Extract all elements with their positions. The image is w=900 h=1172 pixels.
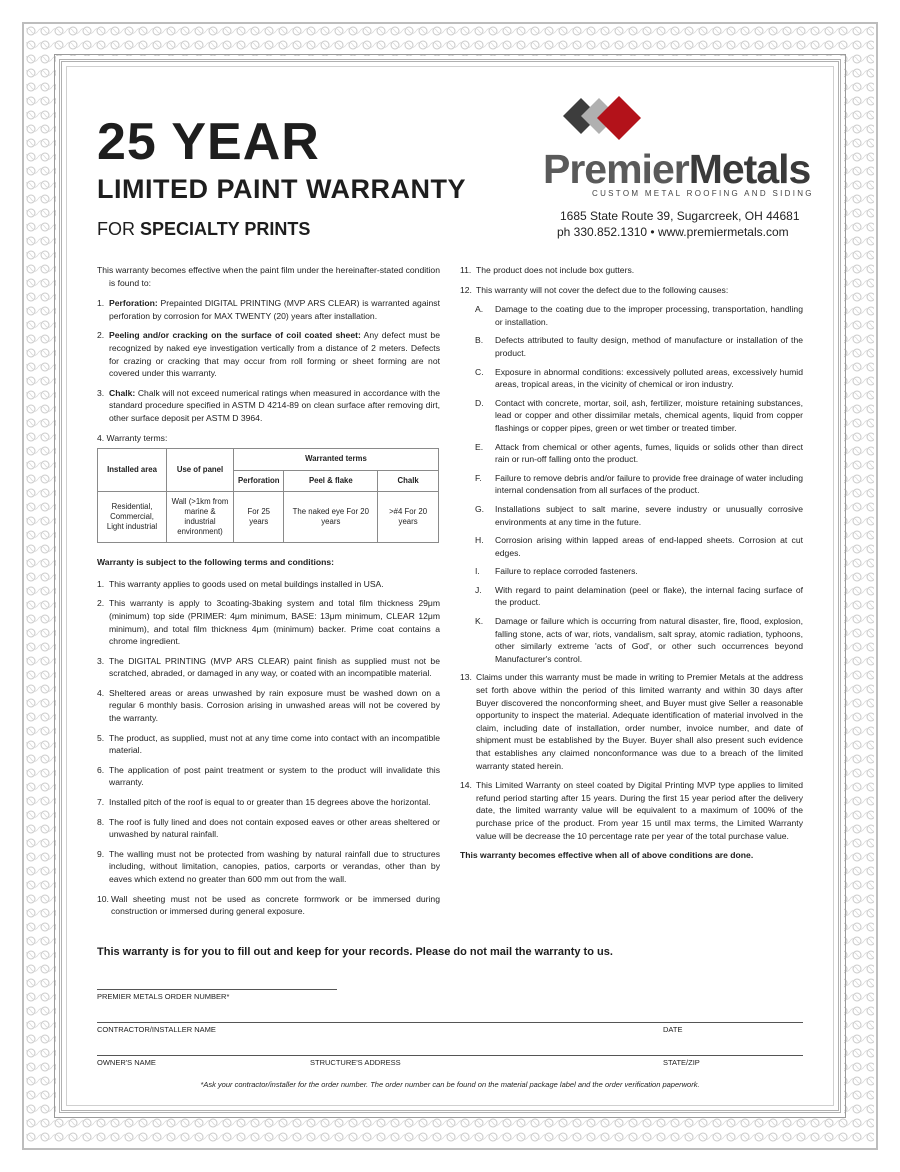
table-header: Use of panel <box>167 449 234 492</box>
table-cell: Wall (>1km from marine & industrial environment) <box>167 492 234 543</box>
term-item: 7. Installed pitch of the roof is equal to or greater than 15 degrees above the horizontal. <box>97 797 431 808</box>
terms-heading: Warranty is subject to the following terms and conditions: <box>97 557 334 568</box>
cause-item: C. Exposure in abnormal conditions: excessively polluted areas, excessively humid areas, tropical areas, in the vicinity of chemical or iron industry. <box>475 366 803 390</box>
closing-statement: This warranty becomes effective when all of above conditions are done. <box>460 850 754 861</box>
table-header: Chalk <box>378 470 439 492</box>
condition-item: 12. This warranty will not cover the defect due to the following causes: <box>460 284 729 295</box>
warranty-terms-table <box>97 448 439 543</box>
warranty-scope: FOR SPECIALTY PRINTS <box>97 219 311 239</box>
owner-line[interactable] <box>97 1055 803 1056</box>
term-item: 6. The application of post paint treatment or system to the product will invalidate this warranty. <box>97 764 440 788</box>
cause-item: J. With regard to paint delamination (peel or flake), the internal facing surface of the product. <box>475 584 803 608</box>
cause-item: D. Contact with concrete, mortar, soil, ash, fertilizer, moisture retaining substances, lead or copper and other dissimilar metals, chemical agents, liquid from copper flashings or copper pipes, green or wet timber or treated timber. <box>475 397 803 433</box>
table-header: Peel & flake <box>284 470 378 492</box>
condition-item: 11. The product does not include box gutters. <box>460 265 635 275</box>
cause-item: B. Defects attributed to faulty design, method of manufacture or installation of the product. <box>475 335 803 358</box>
condition-item: 2. Peeling and/or cracking on the surface of coil coated sheet: Any defect must be recognized by naked eye investigation vertically from a distance of 2 meters. Defects for crazing or cracking that may occur from roll forming or sheet forming are not covered under this warranty. <box>97 330 440 379</box>
table-cell: For 25 years <box>234 492 284 543</box>
cause-item: F. Failure to remove debris and/or failure to provide free drainage of water including internal condensation from all surfaces of the product. <box>475 472 803 496</box>
term-item: 9. The walling must not be protected from washing by natural rainfall due to structures including, without limitation, canopies, patios, carports or verandas, other than by eaves which extend no greater than 600 mm out from the wall. <box>97 848 440 884</box>
warranty-title: 25 YEAR <box>97 113 320 171</box>
cause-item: K. Damage or failure which is occurring from natural disaster, fire, flood, explosion, falling stone, acts of war, riots, vandalism, salt spray, atomic radiation, typhoons, other similarly extreme 'acts of God', or other such occurrences beyond Manufacturer's control. <box>475 616 803 664</box>
order-number-label: PREMIER METALS ORDER NUMBER* <box>97 992 230 1001</box>
causes-list <box>460 303 803 665</box>
term-item: 1. This warranty applies to goods used on metal buildings installed in USA. <box>97 578 384 589</box>
terms-list <box>97 578 440 918</box>
term-item: 3. The DIGITAL PRINTING (MVP ARS CLEAR) paint finish as supplied must not be scratched, abraded, or damaged in any way, or coated with an incompatible material. <box>97 655 440 679</box>
order-number-footnote: *Ask your contractor/installer for the order number. The order number can be found on the material package label and the order verification paperwork. <box>200 1080 700 1089</box>
warranty-subtitle: LIMITED PAINT WARRANTY <box>97 174 466 204</box>
company-name: PremierMetals <box>543 146 811 192</box>
table-header: Perforation <box>234 470 284 492</box>
date-label: DATE <box>663 1025 683 1034</box>
term-item: 2. This warranty is apply to 3coating-3baking system and total film thickness 29μm (minimum) top side (PRIMER: 4μm minimum, BASE: 13μm minimum, CLEAR 12μm minimum), and total film thickness 4μm (minimum) backer. Prime coat contains a chrome ingredient. <box>97 598 440 647</box>
table-cell: >#4 For 20 years <box>378 492 439 543</box>
condition-item: 3. Chalk: Chalk will not exceed numerical ratings when measured in accordance with the standard procedure specified in ASTM D 4214-89 on clean surface after removing dirt, other surface deposit per ASTM D 3964. <box>97 387 440 423</box>
term-item: 5. The product, as supplied, must not at any time come into contact with an incompatible material. <box>97 732 440 756</box>
premier-metals-logo-icon <box>563 96 653 152</box>
company-tagline: CUSTOM METAL ROOFING AND SIDING <box>592 189 814 198</box>
table-cell: The naked eye For 20 years <box>284 492 378 543</box>
structure-address-label: STRUCTURE'S ADDRESS <box>310 1058 401 1067</box>
company-address: 1685 State Route 39, Sugarcreek, OH 44681 <box>560 209 800 223</box>
condition-item: 1. Perforation: Prepainted DIGITAL PRINTING (MVP ARS CLEAR) is warranted against perforation by corrosion for MAX TWENTY (20) years after installation. <box>97 298 440 321</box>
order-number-line[interactable] <box>97 989 337 990</box>
term-item: 8. The roof is fully lined and does not contain exposed eaves or other areas sheltered or unwashed by natural rainfall. <box>97 816 440 840</box>
keep-records-note: This warranty is for you to fill out and keep for your records. Please do not mail the warranty to us. <box>97 946 613 958</box>
intro-text: This warranty becomes effective when the paint film under the hereinafter-stated condition is found to: <box>97 265 440 288</box>
cause-item: A. Damage to the coating due to the improper processing, transportation, handling or installation. <box>475 304 803 327</box>
term-item: 4. Sheltered areas or areas unwashed by rain exposure must be washed down on a regular 6 monthly basis. Corrosion arising in unwashed areas will not be covered by the warranty. <box>97 687 440 724</box>
table-header: Installed area <box>98 449 167 492</box>
condition-item: 14. This Limited Warranty on steel coated by Digital Printing MVP type applies to limited refund period starting after 15 years. During the first 15 year period after the delivery date, the limited warranty value will be equivalent to a maximum of 100% of the purchase price of the product. From year 15 until max terms, the Limited Warranty value will be decrease the 10 percentage rate per year of the total purchase value. <box>460 780 803 841</box>
right-column <box>460 264 803 862</box>
term-item: 10. Wall sheeting must not be used as concrete formwork or be immersed during construction or immersed during general exposure. <box>97 893 440 917</box>
cause-item: G. Installations subject to salt marine, severe industry or unusually corrosive environments at any time in the future. <box>475 503 803 527</box>
table-header: Warranted terms <box>234 449 439 471</box>
state-zip-label: STATE/ZIP <box>663 1058 700 1067</box>
owner-label: OWNER'S NAME <box>97 1058 156 1067</box>
cause-item: H. Corrosion arising within lapped areas of end-lapped sheets. Corrosion at cut edges. <box>475 535 803 558</box>
cause-item: I. Failure to replace corroded fasteners. <box>475 566 638 577</box>
cause-item: E. Attack from chemical or other agents, fumes, liquids or solids other than direct rain or run-off falling onto the product. <box>475 441 803 465</box>
left-column <box>97 264 440 925</box>
contractor-label: CONTRACTOR/INSTALLER NAME <box>97 1025 216 1034</box>
condition-item: 13. Claims under this warranty must be made in writing to Premier Metals at the address set forth above within the period of this limited warranty and within 30 days after Buyer discovered the nonconforming sheet, and Buyer must give Seller a reasonable opportunity to inspect the material. Adequate identification of material involved in the claim, including date of installation, order number, invoice number, and date of shipment must be established by the Buyer. Buyer shall also present such evidence that establishes any claimed nonconformance was due to a breach of the limited warranty stated herein. <box>460 672 803 771</box>
company-contact: ph 330.852.1310 • www.premiermetals.com <box>557 225 789 239</box>
contractor-line[interactable] <box>97 1022 803 1023</box>
warranty-terms-label: 4. Warranty terms: <box>97 432 168 443</box>
table-cell: Residential, Commercial, Light industrial <box>98 492 167 543</box>
